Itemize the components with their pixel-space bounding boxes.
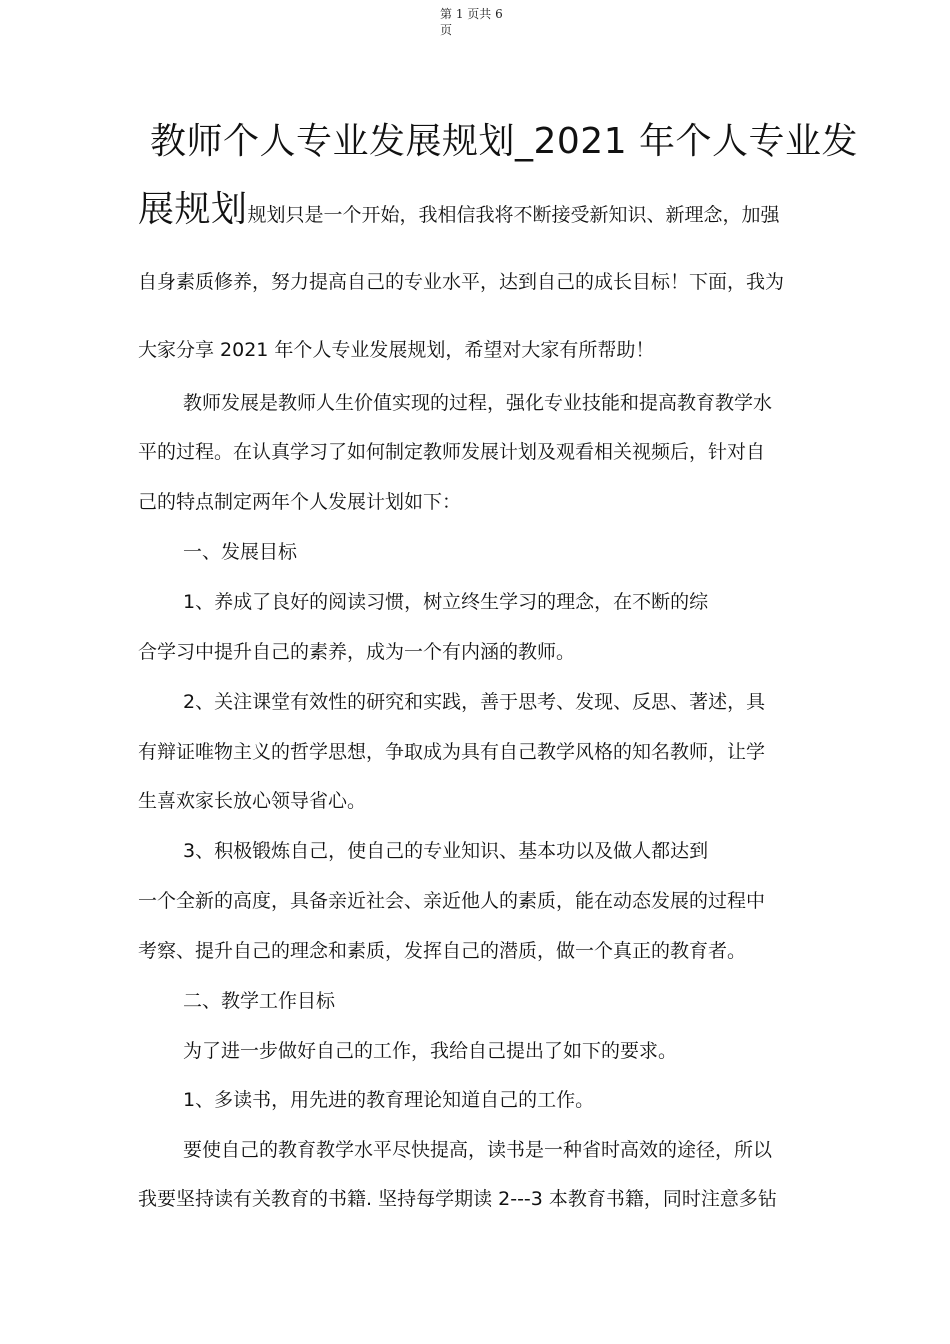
paragraph-line: 为了进一步做好自己的工作，我给自己提出了如下的要求。 xyxy=(183,1040,678,1062)
paragraph-line: 3、积极锻炼自己，使自己的专业知识、基本功以及做人都达到 xyxy=(183,840,709,862)
paragraph-line: 有辩证唯物主义的哲学思想，争取成为具有自己教学风格的知名教师，让学 xyxy=(138,741,766,763)
section-heading: 一、发展目标 xyxy=(183,541,298,563)
paragraph-line: 合学习中提升自己的素养，成为一个有内涵的教师。 xyxy=(138,641,576,663)
paragraph-line: 我要坚持读有关教育的书籍. 坚持每学期读 2---3 本教育书籍，同时注意多钻 xyxy=(138,1188,777,1210)
paragraph-line: 自身素质修养，努力提高自己的专业水平，达到自己的成长目标！下面，我为 xyxy=(138,271,785,293)
paragraph-line: 己的特点制定两年个人发展计划如下： xyxy=(138,491,462,513)
paragraph-line: 一个全新的高度，具备亲近社会、亲近他人的素质，能在动态发展的过程中 xyxy=(138,890,766,912)
paragraph-line: 2、关注课堂有效性的研究和实践，善于思考、发现、反思、著述，具 xyxy=(183,691,766,713)
page-number-header xyxy=(440,6,503,38)
paragraph-line: 1、养成了良好的阅读习惯，树立终生学习的理念，在不断的综 xyxy=(183,591,709,613)
title-and-intro-line xyxy=(138,186,780,234)
intro-text: 规划只是一个开始，我相信我将不断接受新知识、新理念，加强 xyxy=(247,204,780,226)
section-heading: 二、教学工作目标 xyxy=(183,990,336,1012)
document-title-line2: 展规划 xyxy=(138,189,248,230)
page-number-line1: 第 1 页共 6 xyxy=(440,7,503,21)
paragraph-line: 教师发展是教师人生价值实现的过程，强化专业技能和提高教育教学水 xyxy=(183,392,773,414)
paragraph-line: 要使自己的教育教学水平尽快提高，读书是一种省时高效的途径，所以 xyxy=(183,1139,773,1161)
paragraph-line: 大家分享 2021 年个人专业发展规划，希望对大家有所帮助！ xyxy=(138,339,655,361)
paragraph-line: 考察、提升自己的理念和素质，发挥自己的潜质，做一个真正的教育者。 xyxy=(138,940,747,962)
paragraph-line: 1、多读书，用先进的教育理论知道自己的工作。 xyxy=(183,1089,595,1111)
paragraph-line: 平的过程。在认真学习了如何制定教师发展计划及观看相关视频后，针对自 xyxy=(138,441,766,463)
document-title-line1: 教师个人专业发展规划_2021 年个人专业发 xyxy=(150,121,859,162)
page-number-line2: 页 xyxy=(440,23,453,37)
paragraph-line: 生喜欢家长放心领导省心。 xyxy=(138,790,367,812)
